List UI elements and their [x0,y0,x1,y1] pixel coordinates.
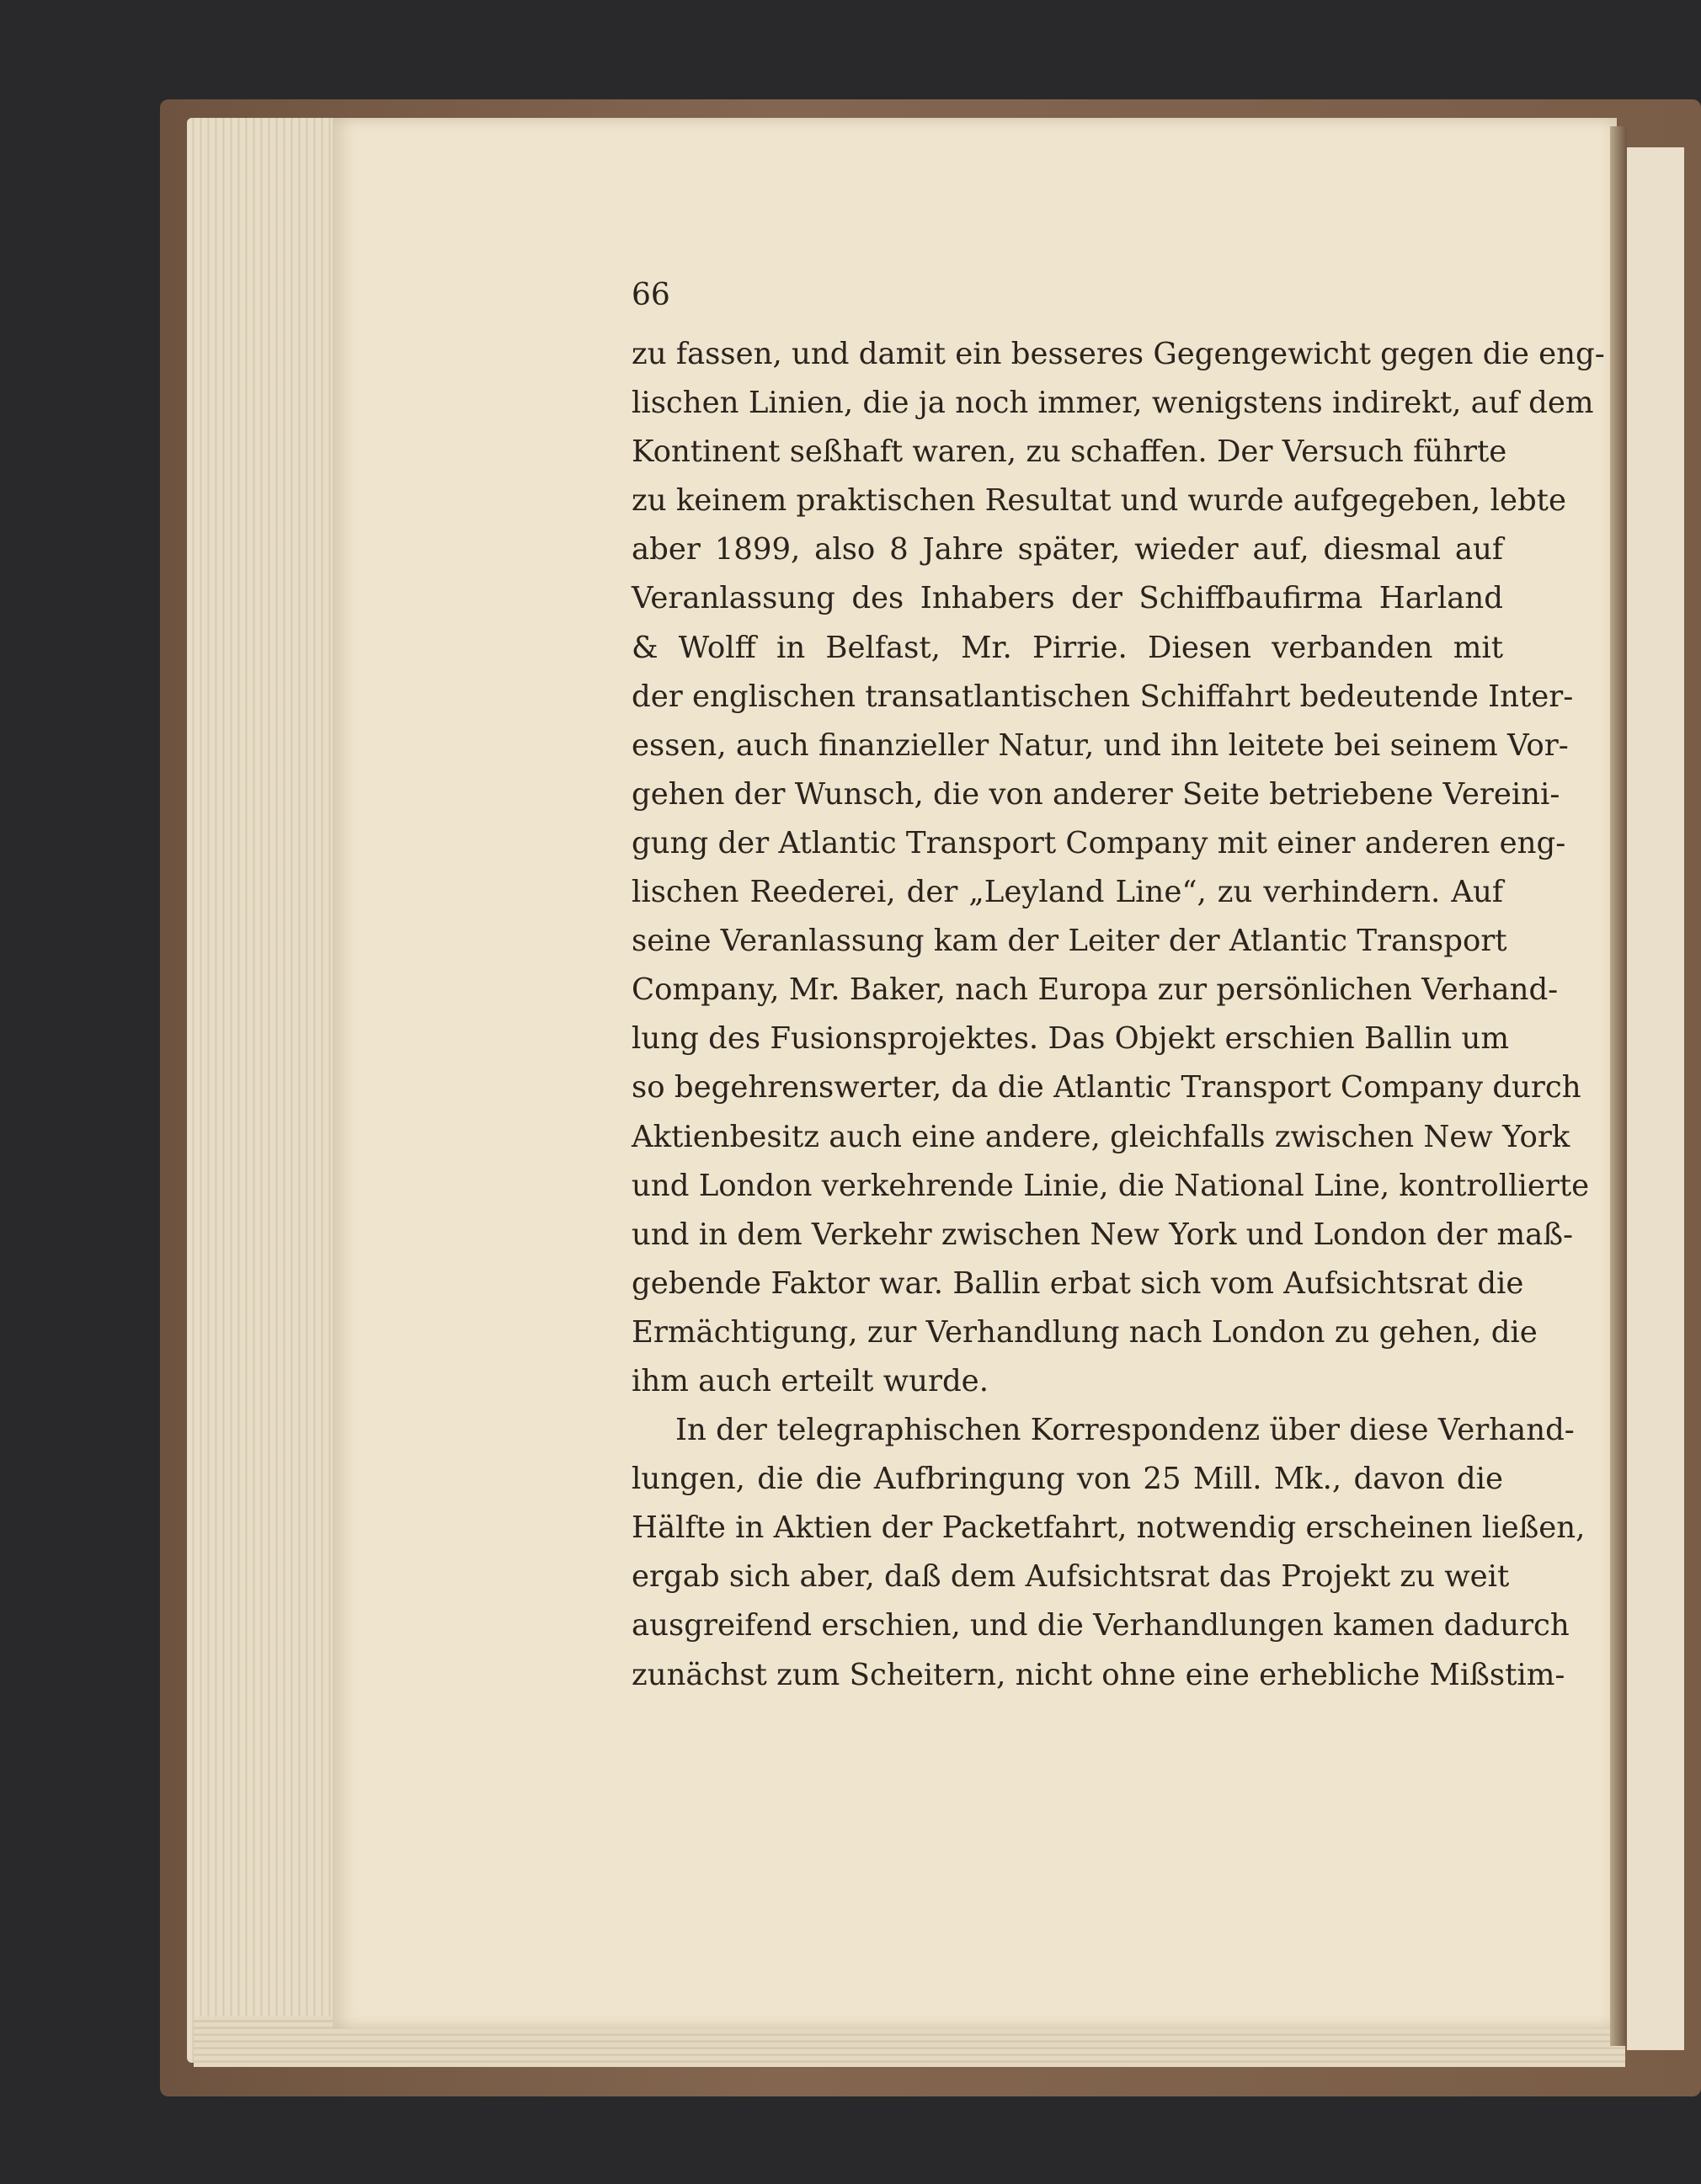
text-line: zunächst zum Scheitern, nicht ohne eine erhebliche Mißstim- [632,1657,1565,1692]
text-line: Kontinent seßhaft waren, zu schaffen. Der Versuch führte [632,434,1507,470]
text-line: Aktienbesitz auch eine andere, gleichfalls zwischen New York [632,1119,1570,1154]
text-line: lung des Fusionsprojektes. Das Objekt erschien Ballin um [632,1021,1509,1057]
text-line: ergab sich aber, daß dem Aufsichtsrat das Projekt zu weit [632,1559,1510,1595]
body-text [632,330,1605,1700]
text-line: & Wolff in Belfast, Mr. Pirrie. Diesen verbanden mit [632,630,1503,665]
text-line: gehen der Wunsch, die von anderer Seite betriebene Vereini- [632,776,1560,812]
text-line: lischen Reederei, der „Leyland Line“, zu verhindern. Auf [632,875,1503,910]
text-line: der englischen transatlantischen Schiffahrt bedeutende Inter- [632,679,1574,714]
facing-page-edge [1627,147,1684,2050]
text-line: zu keinem praktischen Resultat und wurde aufgegeben, lebte [632,483,1566,519]
text-line: Company, Mr. Baker, nach Europa zur persönlichen Verhand- [632,972,1559,1008]
text-line: so begehrenswerter, da die Atlantic Transport Company durch [632,1070,1581,1105]
text-line: zu fassen, und damit ein besseres Gegengewicht gegen die eng- [632,337,1605,371]
text-line: Ermächtigung, zur Verhandlung nach London zu gehen, die [632,1314,1538,1350]
page-edges [187,118,355,2063]
text-line: und in dem Verkehr zwischen New York und London der maß- [632,1217,1574,1252]
page-number: 66 [632,278,670,312]
text-line: seine Veranlassung kam der Leiter der Atlantic Transport [632,924,1507,959]
text-line: gung der Atlantic Transport Company mit einer anderen eng- [632,825,1566,860]
book-gutter [1610,126,1627,2046]
text-line: und London verkehrende Linie, die National Line, kontrollierte [632,1168,1590,1203]
text-line: Veranlassung des Inhabers der Schiffbaufirma Harland [632,581,1503,616]
text-line: lungen, die die Aufbringung von 25 Mill. Mk., davon die [632,1462,1503,1497]
text-line: ausgreifend erschien, und die Verhandlungen kamen dadurch [632,1608,1570,1643]
text-line: essen, auch finanzieller Natur, und ihn leitete bei seinem Vor- [632,727,1569,763]
text-line: gebende Faktor war. Ballin erbat sich vom Aufsichtsrat die [632,1265,1524,1301]
text-line: In der telegraphischen Korrespondenz über diese Verhand- [675,1413,1575,1448]
text-line: Hälfte in Aktien der Packetfahrt, notwendig erscheinen ließen, [632,1510,1586,1546]
text-line: aber 1899, also 8 Jahre später, wieder auf, diesmal auf [632,532,1503,567]
text-line: ihm auch erteilt wurde. [632,1363,989,1398]
text-line: lischen Linien, die ja noch immer, wenigstens indirekt, auf dem [632,386,1594,421]
